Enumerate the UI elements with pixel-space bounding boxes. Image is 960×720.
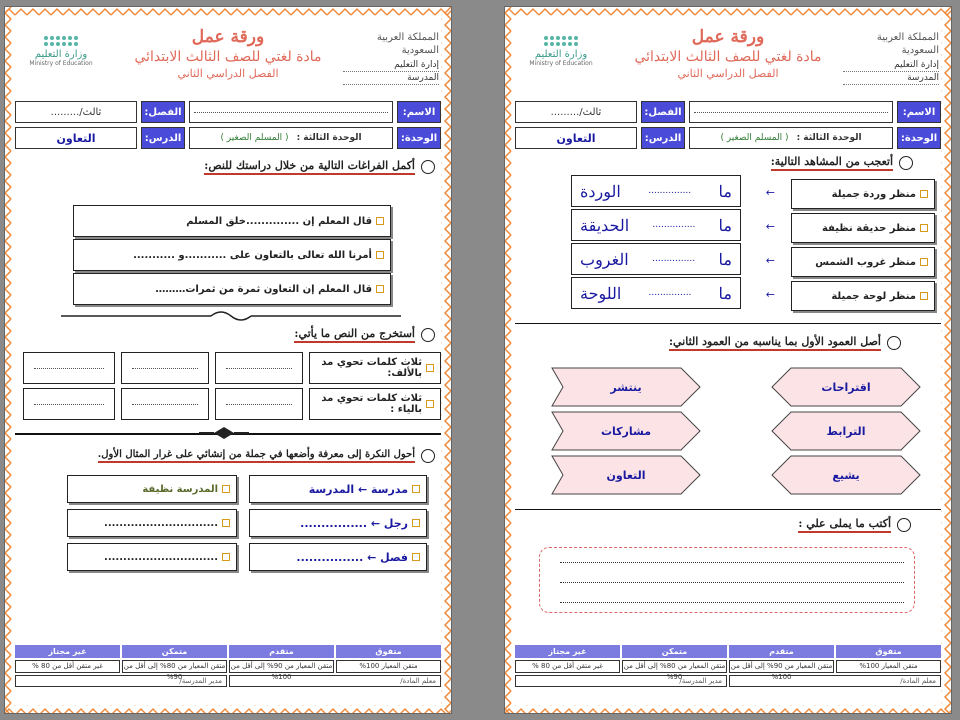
moe-logo [521, 35, 601, 67]
moe-en: Ministry of Education [29, 60, 93, 67]
checkbox-icon [426, 400, 434, 408]
extract-cell[interactable] [23, 352, 115, 384]
definite-left-2[interactable]: .............................. [67, 509, 237, 537]
moe-mark-icon [543, 35, 579, 47]
info-row-name [15, 101, 441, 123]
criterion-4[interactable]: غير متقن أقل من 80 % [15, 660, 120, 673]
unit-value: الوحدة الثالثة : [796, 133, 862, 143]
ornament-divider [61, 309, 401, 323]
match-col2-2[interactable]: مشاركات [551, 411, 701, 451]
extract-row-ya: ثلاث كلمات تحوي مد بالياء : [309, 388, 441, 420]
lesson-field: التعاون [515, 127, 637, 149]
teacher-signature[interactable]: معلم المادة/ [229, 675, 441, 687]
level-advanced: متقدم [229, 645, 334, 658]
scene-2: منظر حديقة نظيفة [791, 213, 935, 243]
level-not-passed: غير مجتاز [15, 645, 120, 658]
match-col1-2[interactable]: الترابط [771, 411, 921, 451]
worksheet-title: ورقة عمل [691, 27, 765, 47]
moe-en: Ministry of Education [529, 60, 593, 67]
extract-cell[interactable] [215, 388, 303, 420]
subject-title: مادة لغتي للصف الثالث الابتدائي [134, 49, 322, 65]
diamond-ornament-icon [199, 426, 249, 440]
level-not-passed: غير مجتاز [515, 645, 620, 658]
kingdom-logo: المملكة العربية السعودية [876, 32, 939, 56]
unit-label: الوحدة: [397, 127, 441, 149]
section-exclaim [771, 155, 913, 171]
class-label: الفصل: [141, 101, 185, 123]
teacher-signature[interactable]: معلم المادة/ [729, 675, 941, 687]
info-row-unit [15, 127, 441, 149]
level-proficient: متمكن [122, 645, 227, 658]
criterion-1[interactable]: متقن المعيار 100% [336, 660, 441, 673]
principal-signature[interactable]: مدير المدرسة/ [15, 675, 227, 687]
school-label: المدرسة [407, 73, 439, 83]
fill-item-1[interactable]: قال المعلم إن ..............خلق المسلم [73, 205, 391, 237]
level-excellent: متفوق [836, 645, 941, 658]
lesson-label: الدرس: [141, 127, 185, 149]
question-icon [421, 328, 435, 342]
subject-title: مادة لغتي للصف الثالث الابتدائي [634, 49, 822, 65]
admin-label: إدارة التعليم [894, 60, 939, 70]
criterion-4[interactable]: غير متقن أقل من 80 % [515, 660, 620, 673]
unit-label: الوحدة: [897, 127, 941, 149]
question-icon [421, 160, 435, 174]
question-match: أصل العمود الأول بما يناسبه من العمود الثاني: [669, 335, 881, 351]
moe-mark-icon [43, 35, 79, 47]
unit-name: ( المسلم الصغير ) [220, 133, 289, 143]
checkbox-icon [426, 364, 434, 372]
section-definite [98, 449, 435, 463]
lesson-label: الدرس: [641, 127, 685, 149]
arrow-icon: ← [765, 254, 775, 267]
checkbox-icon [920, 258, 928, 266]
title-block [625, 27, 831, 80]
kingdom-logo: المملكة العربية السعودية [376, 32, 439, 56]
definite-right-1: مدرسة ← المدرسة [249, 475, 427, 503]
scene-3: منظر غروب الشمس [791, 247, 935, 277]
info-row-unit [515, 127, 941, 149]
unit-field [189, 127, 393, 149]
scene-1: منظر وردة جميلة [791, 179, 935, 209]
divider-line [515, 323, 941, 324]
extract-cell[interactable] [121, 388, 209, 420]
exclaim-answer-1[interactable]: ما ............... الوردة [571, 175, 741, 207]
level-excellent: متفوق [336, 645, 441, 658]
unit-field [689, 127, 893, 149]
arrow-icon: ← [765, 288, 775, 301]
fill-item-2[interactable]: أمرنا الله تعالى بالتعاون على ...........و ........... [73, 239, 391, 271]
match-col2-3[interactable]: التعاون [551, 455, 701, 495]
question-exclaim: أتعجب من المشاهد التالية: [771, 155, 893, 171]
checkbox-icon [222, 553, 230, 561]
extract-table [15, 352, 441, 420]
question-definite: أحول النكرة إلى معرفة وأضعها في جملة من إنشائي على غرار المثال الأول. [98, 449, 415, 463]
checkbox-icon [412, 519, 420, 527]
criterion-2[interactable]: متقن المعيار من 90% إلى أقل من 100% [230, 662, 333, 681]
exclaim-answer-3[interactable]: ما ............... الغروب [571, 243, 741, 275]
match-col1-3[interactable]: يشيع [771, 455, 921, 495]
criterion-1[interactable]: متقن المعيار 100% [836, 660, 941, 673]
name-label: الاسم: [397, 101, 441, 123]
term-title: الفصل الدراسي الثاني [177, 67, 279, 80]
checkbox-icon [222, 519, 230, 527]
checkbox-icon [222, 485, 230, 493]
criterion-3[interactable]: متقن المعيار من 80% إلى أقل من 90% [623, 662, 726, 681]
name-field[interactable] [189, 101, 393, 123]
arrow-icon: ← [765, 186, 775, 199]
section-match [669, 335, 901, 351]
exclaim-answer-2[interactable]: ما ............... الحديقة [571, 209, 741, 241]
worksheet-page-right [504, 6, 952, 714]
definite-left-1: المدرسة نظيفة [67, 475, 237, 503]
admin-label: إدارة التعليم [394, 60, 439, 70]
divider-line [515, 509, 941, 510]
checkbox-icon [920, 224, 928, 232]
scene-4: منظر لوحة جميلة [791, 281, 935, 311]
level-advanced: متقدم [729, 645, 834, 658]
kingdom-block [343, 31, 439, 85]
checkbox-icon [920, 292, 928, 300]
criterion-3[interactable]: متقن المعيار من 80% إلى أقل من 90% [123, 662, 226, 681]
class-field[interactable]: ثالث/......... [15, 101, 137, 123]
match-col2-1[interactable]: ينتشر [551, 367, 701, 407]
extract-cell[interactable] [215, 352, 303, 384]
definite-right-3[interactable]: فصل ← ................ [249, 543, 427, 571]
checkbox-icon [376, 251, 384, 259]
title-block [125, 27, 331, 80]
section-dictation [798, 517, 911, 533]
unit-value: الوحدة الثالثة : [296, 133, 362, 143]
class-field[interactable]: ثالث/......... [515, 101, 637, 123]
lesson-field: التعاون [15, 127, 137, 149]
level-proficient: متمكن [622, 645, 727, 658]
checkbox-icon [412, 485, 420, 493]
definite-left-3[interactable]: .............................. [67, 543, 237, 571]
worksheet-title: ورقة عمل [191, 27, 265, 47]
checkbox-icon [376, 217, 384, 225]
moe-ar: وزارة التعليم [534, 49, 588, 60]
criterion-2[interactable]: متقن المعيار من 90% إلى أقل من 100% [730, 662, 833, 681]
extract-row-alif: ثلاث كلمات تحوي مد بالألف: [309, 352, 441, 384]
question-complete: أكمل الفراغات التالية من خلال دراستك للنص: [204, 159, 415, 175]
assessment-footer [515, 645, 941, 695]
definite-right-2[interactable]: رجل ← ................ [249, 509, 427, 537]
checkbox-icon [920, 190, 928, 198]
question-dictation: أكتب ما يملى علي : [798, 517, 891, 533]
question-icon [421, 449, 435, 463]
moe-logo [21, 35, 101, 67]
extract-cell[interactable] [121, 352, 209, 384]
exclaim-answer-4[interactable]: ما ............... اللوحة [571, 277, 741, 309]
dictation-area[interactable] [539, 547, 915, 613]
question-icon [887, 336, 901, 350]
principal-signature[interactable]: مدير المدرسة/ [515, 675, 727, 687]
kingdom-block [843, 31, 939, 85]
unit-name: ( المسلم الصغير ) [720, 133, 789, 143]
school-label: المدرسة [907, 73, 939, 83]
info-row-name [515, 101, 941, 123]
extract-cell[interactable] [23, 388, 115, 420]
assessment-footer [15, 645, 441, 695]
question-icon [897, 518, 911, 532]
section-complete [204, 159, 435, 175]
header [515, 25, 941, 105]
arrow-icon: ← [765, 220, 775, 233]
checkbox-icon [376, 285, 384, 293]
worksheet-page-left [4, 6, 452, 714]
term-title: الفصل الدراسي الثاني [677, 67, 779, 80]
name-label: الاسم: [897, 101, 941, 123]
name-field[interactable] [689, 101, 893, 123]
match-col1-1[interactable]: اقتراحات [771, 367, 921, 407]
fill-item-3[interactable]: قال المعلم إن التعاون ثمرة من ثمرات……… [73, 273, 391, 305]
moe-ar: وزارة التعليم [34, 49, 88, 60]
question-icon [899, 156, 913, 170]
header [15, 25, 441, 105]
question-extract: أستخرج من النص ما يأتي: [294, 327, 415, 343]
class-label: الفصل: [641, 101, 685, 123]
section-extract [294, 327, 435, 343]
checkbox-icon [412, 553, 420, 561]
